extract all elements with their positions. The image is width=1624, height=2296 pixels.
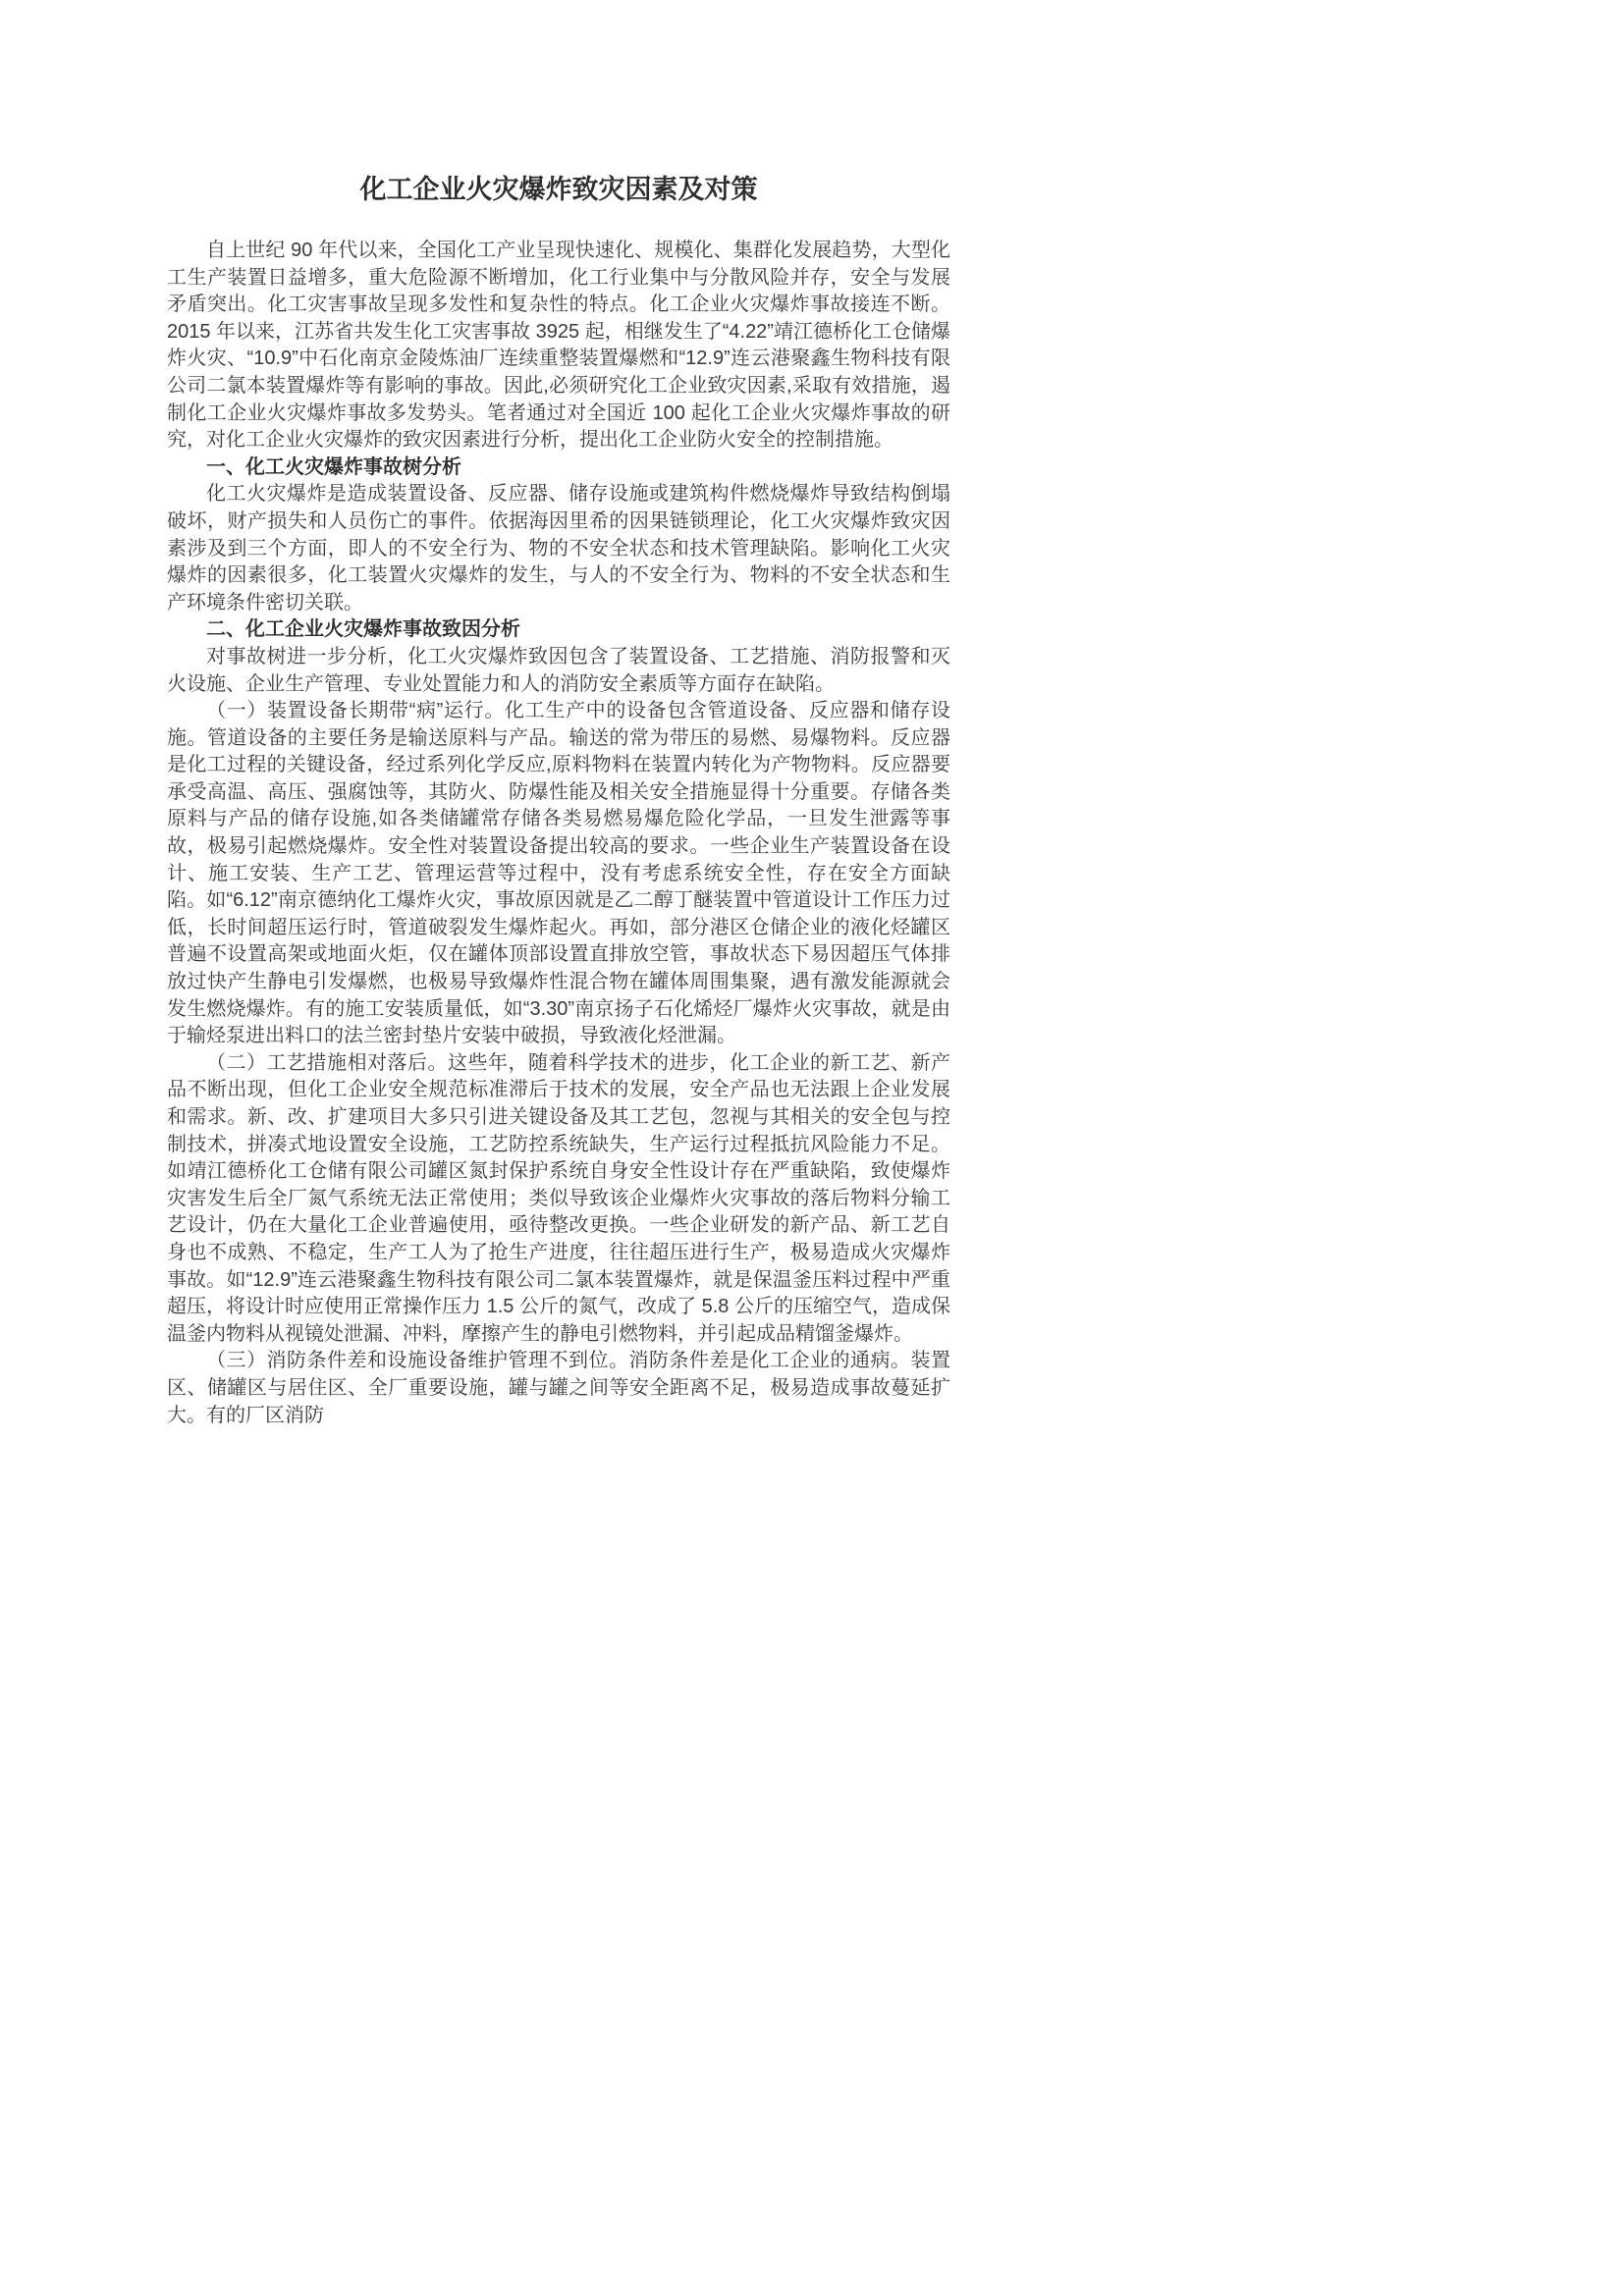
document-content	[167, 173, 950, 1429]
paragraph-item-2: （二）工艺措施相对落后。这些年，随着科学技术的进步，化工企业的新工艺、新产品不断出现，但化工企业安全规范标准滞后于技术的发展，安全产品也无法跟上企业发展和需求。新、改、扩建项目大多只引进关键设备及其工艺包，忽视与其相关的安全包与控制技术，拼凑式地设置安全设施，工艺防控系统缺失，生产运行过程抵抗风险能力不足。如靖江德桥化工仓储有限公司罐区氮封保护系统自身安全性设计存在严重缺陷，致使爆炸灾害发生后全厂氮气系统无法正常使用；类似导致该企业爆炸火灾事故的落后物料分输工艺设计，仍在大量化工企业普遍使用，亟待整改更换。一些企业研发的新产品、新工艺自身也不成熟、不稳定，生产工人为了抢生产进度，往往超压进行生产，极易造成火灾爆炸事故。如“12.9”连云港聚鑫生物科技有限公司二氯本装置爆炸，就是保温釜压料过程中严重超压，将设计时应使用正常操作压力 1.5 公斤的氮气，改成了 5.8 公斤的压缩空气，造成保温釜内物料从视镜处泄漏、冲料，摩擦产生的静电引燃物料，并引起成品精馏釜爆炸。	[167, 1051, 950, 1345]
paragraph-item-1: （一）装置设备长期带“病”运行。化工生产中的设备包含管道设备、反应器和储存设施。管道设备的主要任务是输送原料与产品。输送的常为带压的易燃、易爆物料。反应器是化工过程的关键设备，经过系列化学反应,原料物料在装置内转化为产物物料。反应器要承受高温、高压、强腐蚀等，其防火、防爆性能及相关安全措施显得十分重要。存储各类原料与产品的储存设施,如各类储罐常存储各类易燃易爆危险化学品，一旦发生泄露等事故，极易引起燃烧爆炸。安全性对装置设备提出较高的要求。一些企业生产装置设备在设计、施工安装、生产工艺、管理运营等过程中，没有考虑系统安全性，存在安全方面缺陷。如“6.12”南京德纳化工爆炸火灾，事故原因就是乙二醇丁醚装置中管道设计工作压力过低，长时间超压运行时，管道破裂发生爆炸起火。再如，部分港区仓储企业的液化烃罐区普遍不设置高架或地面火炬，仅在罐体顶部设置直排放空管，事故状态下易因超压气体排放过快产生静电引发爆燃，也极易导致爆炸性混合物在罐体周围集聚，遇有激发能源就会发生燃烧爆炸。有的施工安装质量低，如“3.30”南京扬子石化烯烃厂爆炸火灾事故，就是由于输烃泵进出料口的法兰密封垫片安装中破损，导致液化烃泄漏。	[167, 700, 950, 1047]
document-title: 化工企业火灾爆炸致灾因素及对策	[359, 175, 758, 204]
section-heading-2: 二、化工企业火灾爆炸事故致因分析	[206, 618, 520, 641]
section-heading-1: 一、化工火灾爆炸事故树分析	[206, 455, 461, 478]
paragraph-item-3: （三）消防条件差和设施设备维护管理不到位。消防条件差是化工企业的通病。装置区、储罐区与居住区、全厂重要设施，罐与罐之间等安全距离不足，极易造成事故蔓延扩大。有的厂区消防	[167, 1350, 950, 1426]
paragraph-section-1: 化工火灾爆炸是造成装置设备、反应器、储存设施或建筑构件燃烧爆炸导致结构倒塌破坏，财产损失和人员伤亡的事件。依据海因里希的因果链锁理论，化工火灾爆炸致灾因素涉及到三个方面，即人的不安全行为、物的不安全状态和技术管理缺陷。影响化工火灾爆炸的因素很多，化工装置火灾爆炸的发生，与人的不安全行为、物料的不安全状态和生产环境条件密切关联。	[167, 483, 950, 614]
paragraph-intro: 自上世纪 90 年代以来，全国化工产业呈现快速化、规模化、集群化发展趋势，大型化工生产装置日益增多，重大危险源不断增加，化工行业集中与分散风险并存，安全与发展矛盾突出。化工灾害事故呈现多发性和复杂性的特点。化工企业火灾爆炸事故接连不断。2015 年以来，江苏省共发生化工灾害事故 3925 起，相继发生了“4.22”靖江德桥化工仓储爆炸火灾、“10.9”中石化南京金陵炼油厂连续重整装置爆燃和“12.9”连云港聚鑫生物科技有限公司二氯本装置爆炸等有影响的事故。因此,必须研究化工企业致灾因素,采取有效措施，遏制化工企业火灾爆炸事故多发势头。笔者通过对全国近 100 起化工企业火灾爆炸事故的研究，对化工企业火灾爆炸的致灾因素进行分析，提出化工企业防火安全的控制措施。	[167, 240, 950, 452]
paragraph-section-2-intro: 对事故树进一步分析，化工火灾爆炸致因包含了装置设备、工艺措施、消防报警和灭火设施、企业生产管理、专业处置能力和人的消防安全素质等方面存在缺陷。	[167, 645, 950, 695]
